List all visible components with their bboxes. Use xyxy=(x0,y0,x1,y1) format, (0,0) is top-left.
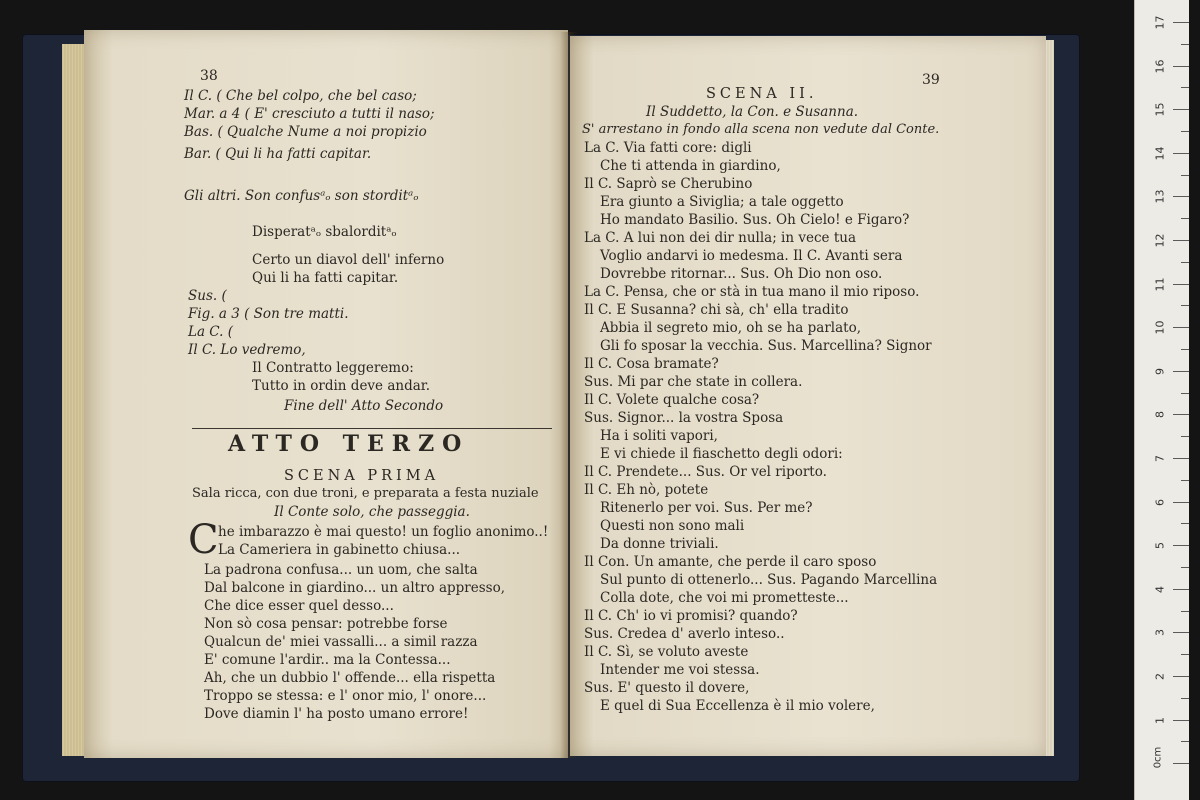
monologue-line: Non sò cosa pensar: potrebbe forse xyxy=(204,616,448,632)
ruler-number: 14 xyxy=(1153,146,1167,161)
ruler-number: 16 xyxy=(1153,59,1167,74)
ruler-tick xyxy=(1181,480,1189,481)
ruler-number: 7 xyxy=(1153,455,1167,462)
ruler-number: 8 xyxy=(1153,411,1167,419)
monologue-line: Dove diamin l' ha posto umano errore! xyxy=(204,706,469,722)
ruler-tick xyxy=(1173,196,1189,197)
dialogue-line: Sul punto di ottenerlo... Sus. Pagando Marcellina xyxy=(600,572,938,588)
dialogue-line: La C. Via fatti core: digli xyxy=(584,140,752,156)
page-number: 38 xyxy=(200,68,218,84)
ruler-tick xyxy=(1181,305,1189,306)
dialogue-line: Intender me voi stessa. xyxy=(600,662,760,678)
ruler-tick xyxy=(1173,632,1189,633)
verse-line: Il C. Lo vedremo, xyxy=(188,342,306,358)
measuring-ruler xyxy=(1134,0,1189,800)
ruler-tick xyxy=(1181,87,1189,88)
verse-line: Fig. a 3 ( Son tre matti. xyxy=(188,306,349,322)
dialogue-line: Voglio andarvi io medesma. Il C. Avanti sera xyxy=(600,248,903,264)
ruler-tick xyxy=(1173,763,1189,764)
verse-line: Il C. ( Che bel colpo, che bel caso; xyxy=(184,88,417,104)
dialogue-line: Sus. Signor... la vostra Sposa xyxy=(584,410,784,426)
dialogue-line: Abbia il segreto mio, oh se ha parlato, xyxy=(600,320,862,336)
dialogue-line: Gli fo sposar la vecchia. Sus. Marcellina? Signor xyxy=(600,338,932,354)
dialogue-line: La C. Pensa, che or stà in tua mano il mio riposo. xyxy=(584,284,920,300)
dialogue-line: Il Con. Un amante, che perde il caro sposo xyxy=(584,554,877,570)
dialogue-line: E vi chiede il fiaschetto degli odori: xyxy=(600,446,843,462)
ruler-tick xyxy=(1181,523,1189,524)
ruler-tick xyxy=(1181,654,1189,655)
ruler-tick xyxy=(1181,393,1189,394)
monologue-line: Che dice esser quel desso... xyxy=(204,598,394,614)
monologue-line: La padrona confusa... un uom, che salta xyxy=(204,562,478,578)
ruler-tick xyxy=(1173,109,1189,110)
ruler-number: 1 xyxy=(1153,716,1167,724)
ruler-tick xyxy=(1173,720,1189,721)
monologue-line: Ah, che un dubbio l' offende... ella rispetta xyxy=(204,670,496,686)
page-number: 39 xyxy=(922,72,940,88)
verse-line: Disperatᵃₒ sbalorditᵃₒ xyxy=(252,224,397,240)
ruler-tick xyxy=(1173,414,1189,415)
dialogue-line: Ritenerlo per voi. Sus. Per me? xyxy=(600,500,813,516)
dialogue-line: Sus. Mi par che state in collera. xyxy=(584,374,803,390)
verse-line: Certo un diavol dell' inferno xyxy=(252,252,445,268)
ruler-tick xyxy=(1173,545,1189,546)
dialogue-line: Che ti attenda in giardino, xyxy=(600,158,781,174)
ruler-number: 13 xyxy=(1153,189,1167,204)
ruler-number: 3 xyxy=(1153,629,1167,637)
scene-title: SCENA PRIMA xyxy=(284,468,440,484)
ruler-tick xyxy=(1181,567,1189,568)
dialogue-line: Il C. Prendete... Sus. Or vel riporto. xyxy=(584,464,827,480)
act-title: ATTO TERZO xyxy=(228,431,470,457)
scene-characters: Il Suddetto, la Con. e Susanna. xyxy=(646,104,859,120)
ruler-tick xyxy=(1181,741,1189,742)
verse-line: Qui li ha fatti capitar. xyxy=(252,270,399,286)
ruler-number: 9 xyxy=(1153,367,1167,375)
dialogue-line: Da donne triviali. xyxy=(600,536,719,552)
dialogue-line: Sus. Credea d' averlo inteso.. xyxy=(584,626,785,642)
monologue-line: he imbarazzo è mai questo! un foglio anonimo..! xyxy=(218,524,549,540)
ruler-tick xyxy=(1181,698,1189,699)
verse-line: Il Contratto leggeremo: xyxy=(252,360,414,376)
ruler-tick xyxy=(1173,153,1189,154)
monologue-line: Qualcun de' miei vassalli... a simil razza xyxy=(204,634,478,650)
ruler-number: 17 xyxy=(1153,15,1167,30)
monologue-line: Dal balcone in giardino... un altro appresso, xyxy=(204,580,506,596)
ruler-tick xyxy=(1181,175,1189,176)
ruler-tick xyxy=(1181,131,1189,132)
ruler-tick xyxy=(1173,22,1189,23)
ruler-number: 4 xyxy=(1153,585,1167,593)
left-page xyxy=(84,30,568,758)
verse-line: Mar. a 4 ( E' cresciuto a tutti il naso; xyxy=(184,106,435,122)
monologue-line: E' comune l'ardir.. ma la Contessa... xyxy=(204,652,451,668)
monologue-line: La Cameriera in gabinetto chiusa... xyxy=(218,542,461,558)
dialogue-line: E quel di Sua Eccellenza è il mio volere, xyxy=(600,698,875,714)
dialogue-line: Dovrebbe ritornar... Sus. Oh Dio non oso. xyxy=(600,266,883,282)
monologue-line: Troppo se stessa: e l' onor mio, l' onore... xyxy=(204,688,487,704)
ruler-tick xyxy=(1173,458,1189,459)
dialogue-line: La C. A lui non dei dir nulla; in vece tua xyxy=(584,230,856,246)
ruler-tick xyxy=(1173,240,1189,241)
ruler-number: 10 xyxy=(1153,320,1167,335)
ruler-tick xyxy=(1173,66,1189,67)
ruler-tick xyxy=(1181,349,1189,350)
dialogue-line: Ha i soliti vapori, xyxy=(600,428,718,444)
dialogue-line: Il C. Volete qualche cosa? xyxy=(584,392,760,408)
ruler-tick xyxy=(1181,611,1189,612)
ruler-number: 11 xyxy=(1153,277,1167,292)
ruler-tick xyxy=(1181,262,1189,263)
verse-line: Tutto in ordin deve andar. xyxy=(252,378,431,394)
dialogue-line: Il C. Sì, se voluto aveste xyxy=(584,644,749,660)
ruler-tick xyxy=(1173,284,1189,285)
ruler-number: 2 xyxy=(1153,673,1167,680)
ruler-number: 12 xyxy=(1153,233,1167,248)
ruler-tick xyxy=(1173,371,1189,372)
dialogue-line: Il C. Eh nò, potete xyxy=(584,482,709,498)
stage-direction: Il Conte solo, che passeggia. xyxy=(274,504,470,520)
dialogue-line: Il C. E Susanna? chi sà, ch' ella tradito xyxy=(584,302,849,318)
ruler-number: 15 xyxy=(1153,102,1167,117)
ruler-tick xyxy=(1181,436,1189,437)
dialogue-line: Era giunto a Siviglia; a tale oggetto xyxy=(600,194,844,210)
verse-line: Sus. ( xyxy=(188,288,227,304)
verse-line: Bar. ( Qui li ha fatti capitar. xyxy=(184,146,372,162)
ruler-unit: 0cm xyxy=(1152,746,1164,769)
ruler-number: 6 xyxy=(1153,498,1167,506)
scene-title: SCENA II. xyxy=(706,86,818,102)
dialogue-line: Ho mandato Basilio. Sus. Oh Cielo! e Figaro? xyxy=(600,212,910,228)
dialogue-line: Colla dote, che voi mi prometteste... xyxy=(600,590,849,606)
ruler-tick xyxy=(1173,327,1189,328)
ruler-tick xyxy=(1181,44,1189,45)
ruler-tick xyxy=(1181,218,1189,219)
stage-direction: S' arrestano in fondo alla scena non vedute dal Conte. xyxy=(582,122,940,137)
divider xyxy=(192,428,552,429)
ruler-tick xyxy=(1173,676,1189,677)
verse-line: La C. ( xyxy=(188,324,234,340)
right-page xyxy=(570,36,1046,756)
dialogue-line: Sus. E' questo il dovere, xyxy=(584,680,750,696)
verse-line: Bas. ( Qualche Nume a noi propizio xyxy=(184,124,427,140)
dialogue-line: Il C. Saprò se Cherubino xyxy=(584,176,753,192)
verse-line: Gli altri. Son confusᵃₒ son storditᵃₒ xyxy=(184,188,419,204)
ruler-number: 5 xyxy=(1153,542,1167,550)
ruler-tick xyxy=(1173,502,1189,503)
act-end-note: Fine dell' Atto Secondo xyxy=(284,398,444,414)
stage-direction: Sala ricca, con due troni, e preparata a festa nuziale xyxy=(192,486,539,501)
dialogue-line: Questi non sono mali xyxy=(600,518,745,534)
dialogue-line: Il C. Ch' io vi promisi? quando? xyxy=(584,608,798,624)
drop-cap: C xyxy=(188,517,219,563)
dialogue-line: Il C. Cosa bramate? xyxy=(584,356,719,372)
ruler-tick xyxy=(1173,589,1189,590)
